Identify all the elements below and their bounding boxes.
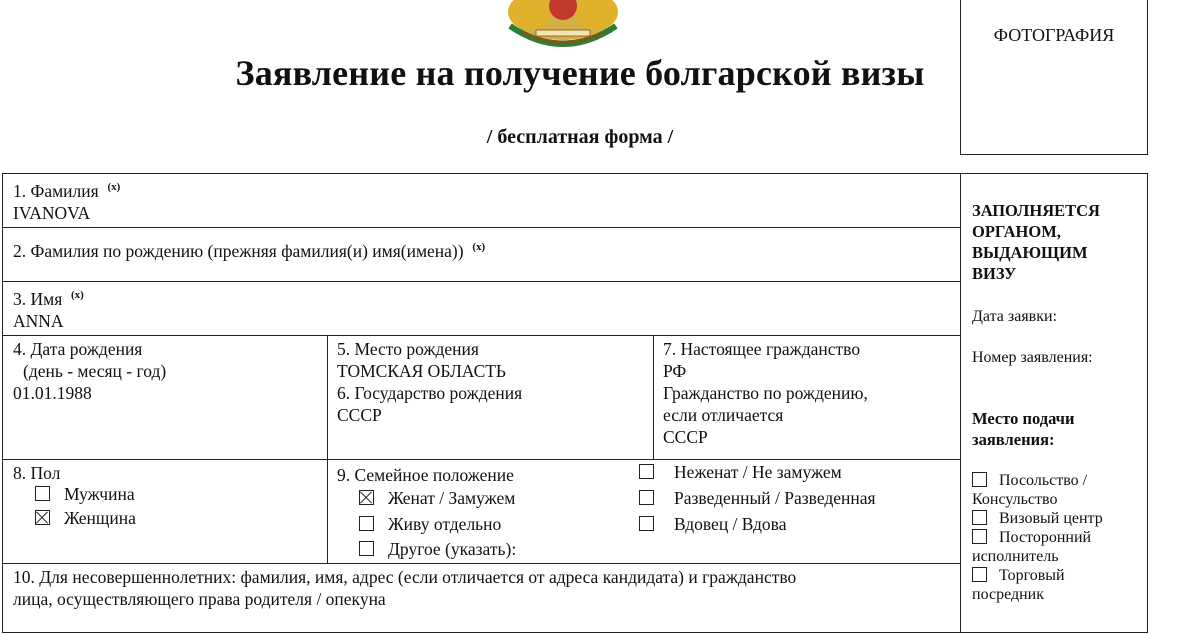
official-heading-4: ВИЗУ — [972, 264, 1017, 283]
submission-option-embassy-label: Посольство / — [999, 472, 1088, 489]
field-guardian[interactable] — [3, 564, 961, 634]
submission-place-heading-1: Место подачи — [972, 409, 1075, 428]
submission-option-contractor-label: Посторонний — [999, 529, 1092, 546]
field-guardian-label-2: лица, осуществляющего права родителя / опекуна — [13, 589, 386, 609]
coat-of-arms-icon — [470, 0, 656, 50]
field-birth-date[interactable] — [3, 336, 327, 460]
submission-option-trade-intermediary[interactable] — [972, 566, 1148, 585]
application-date-label: Дата заявки: — [972, 308, 1058, 325]
field-citizenship[interactable] — [653, 336, 961, 460]
field-name-value: ANNA — [13, 310, 64, 331]
field-surname-label: 1. Фамилия — [13, 180, 99, 201]
checkbox-trade-intermediary[interactable] — [972, 567, 987, 582]
checkbox-married[interactable] — [359, 490, 374, 505]
checkbox-embassy[interactable] — [972, 472, 987, 487]
photo-label: ФОТОГРАФИЯ — [993, 25, 1115, 45]
checkbox-single[interactable] — [639, 464, 654, 479]
marital-option-other-label: Другое (указать): — [388, 539, 517, 559]
checkbox-widowed[interactable] — [639, 516, 654, 531]
field-sex-label: 8. Пол — [13, 463, 61, 483]
field-birth-surname-label: 2. Фамилия по рождению (прежняя фамилия(и) имя(имена)) — [13, 240, 464, 261]
field-birth-country-label: 6. Государство рождения — [337, 383, 523, 403]
checkbox-other[interactable] — [359, 541, 374, 556]
checkbox-divorced[interactable] — [639, 490, 654, 505]
checkbox-female[interactable] — [35, 510, 50, 525]
submission-option-trade-intermediary-label-2: посредник — [972, 586, 1044, 603]
field-birth-citizenship-label-2: если отличается — [663, 405, 784, 425]
marital-option-separated[interactable] — [359, 514, 501, 535]
field-birth-date-label: 4. Дата рождения — [13, 339, 143, 359]
marital-option-separated-label: Живу отдельно — [388, 514, 502, 534]
sex-option-female[interactable] — [35, 508, 136, 529]
field-birth-surname-mark: (x) — [472, 241, 486, 253]
field-citizenship-label: 7. Настоящее гражданство — [663, 339, 861, 359]
submission-option-contractor-label-2: исполнитель — [972, 548, 1059, 565]
field-citizenship-value: РФ — [663, 361, 687, 381]
sex-option-female-label: Женщина — [64, 508, 136, 528]
submission-option-visa-center[interactable] — [972, 509, 1148, 528]
checkbox-contractor[interactable] — [972, 529, 987, 544]
submission-option-visa-center-label: Визовый центр — [999, 510, 1103, 527]
field-birth-date-hint: (день - месяц - год) — [23, 361, 167, 381]
field-birth-citizenship-value: СССР — [663, 427, 708, 447]
field-surname-mark: (x) — [107, 181, 121, 193]
field-birth-place[interactable] — [327, 336, 653, 460]
marital-option-divorced[interactable] — [639, 488, 876, 509]
field-guardian-label-1: 10. Для несовершеннолетних: фамилия, имя, адрес (если отличается от адреса кандидата) и гражданство — [13, 567, 797, 587]
field-birth-country-value: СССР — [337, 405, 382, 425]
submission-place-heading-2: заявления: — [972, 430, 1055, 449]
marital-option-divorced-label: Разведенный / Разведенная — [674, 488, 876, 508]
checkbox-separated[interactable] — [359, 516, 374, 531]
submission-option-embassy-label-2: Консульство — [972, 491, 1058, 508]
field-birth-date-value: 01.01.1988 — [13, 383, 92, 403]
checkbox-visa-center[interactable] — [972, 510, 987, 525]
page-title: Заявление на получение болгарской визы — [235, 53, 925, 93]
field-name-label: 3. Имя — [13, 288, 63, 309]
official-heading-3: ВЫДАЮЩИМ — [972, 243, 1088, 262]
marital-option-other[interactable] — [359, 539, 516, 560]
official-heading-1: ЗАПОЛНЯЕТСЯ — [972, 201, 1100, 220]
marital-option-single[interactable] — [639, 462, 842, 483]
marital-option-married-label: Женат / Замужем — [388, 488, 516, 508]
field-birth-surname[interactable] — [3, 228, 961, 282]
field-surname-value: IVANOVA — [13, 202, 91, 223]
official-use-panel — [960, 173, 1148, 633]
checkbox-male[interactable] — [35, 486, 50, 501]
field-birth-place-value: ТОМСКАЯ ОБЛАСТЬ — [337, 361, 506, 381]
photo-box[interactable] — [960, 0, 1148, 155]
marital-option-married[interactable] — [359, 488, 515, 509]
field-name-mark: (x) — [71, 289, 84, 301]
field-name[interactable] — [3, 282, 961, 336]
field-marital-status-label: 9. Семейное положение — [337, 465, 514, 485]
marital-option-widowed-label: Вдовец / Вдова — [674, 514, 787, 534]
submission-option-contractor[interactable] — [972, 528, 1148, 547]
official-heading-2: ОРГАНОМ, — [972, 222, 1061, 241]
submission-option-trade-intermediary-label: Торговый — [999, 567, 1065, 584]
submission-option-embassy[interactable] — [972, 471, 1148, 490]
marital-option-single-label: Неженат / Не замужем — [674, 462, 842, 482]
sex-option-male[interactable] — [35, 484, 135, 505]
application-number-label: Номер заявления: — [972, 349, 1093, 366]
field-birth-citizenship-label-1: Гражданство по рождению, — [663, 383, 868, 403]
marital-option-widowed[interactable] — [639, 514, 787, 535]
field-birth-place-label: 5. Место рождения — [337, 339, 479, 359]
page-subtitle: / бесплатная форма / — [486, 126, 674, 148]
field-surname[interactable] — [3, 174, 961, 228]
sex-option-male-label: Мужчина — [64, 484, 135, 504]
